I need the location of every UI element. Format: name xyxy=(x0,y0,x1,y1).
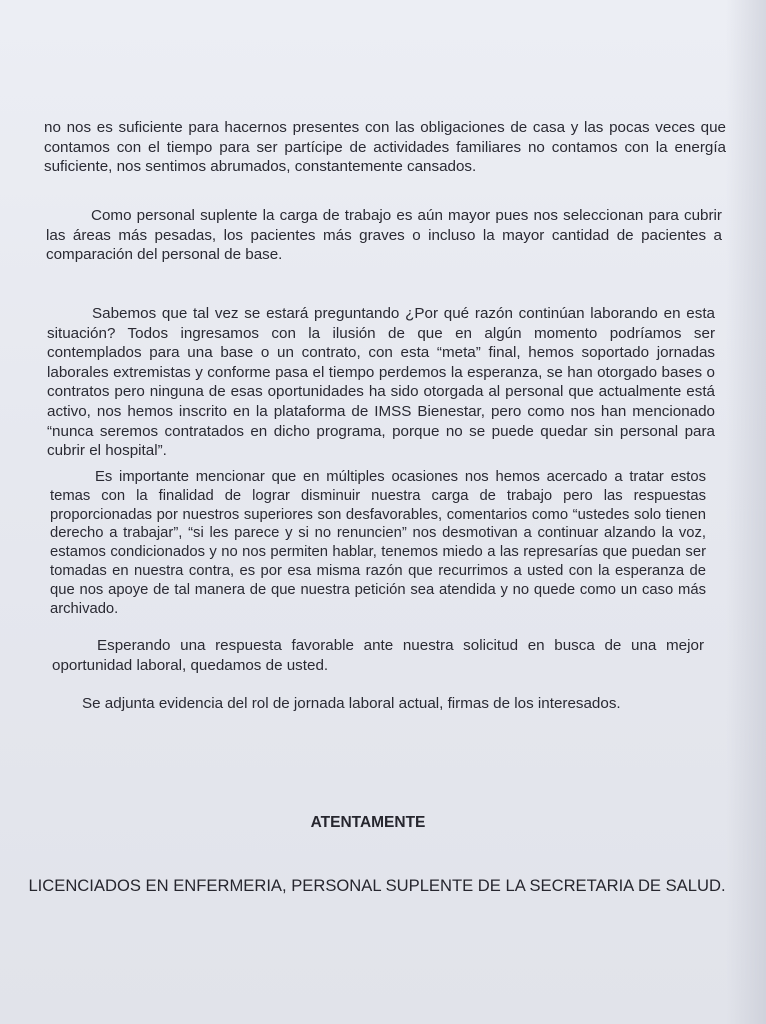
paragraph-2: Como personal suplente la carga de trabajo es aún mayor pues nos seleccionan para cubrir las áreas más pesadas, los pacientes más graves o incluso la mayor cantidad de pacientes a comparación del personal de base. xyxy=(46,207,722,264)
paragraph-5: Esperando una respuesta favorable ante nuestra solicitud en busca de una mejor oportunidad laboral, quedamos de usted. xyxy=(52,637,704,674)
paragraph-1: no nos es suficiente para hacernos presentes con las obligaciones de casa y las pocas veces que contamos con el tiempo para ser partícipe de actividades familiares no contamos con la energía suficiente, nos sentimos abrumados, constantemente cansados. xyxy=(44,119,726,176)
paragraph-4: Es importante mencionar que en múltiples ocasiones nos hemos acercado a tratar estos temas con la finalidad de lograr disminuir nuestra carga de trabajo pero las respuestas proporcionadas por nuestros superiores son desfavorables, comentarios como “ustedes solo tienen derecho a trabajar”, “si les parece y si no renuncien” nos desmotivan a continuar alzando la voz, estamos condicionados y no nos permiten hablar, tenemos miedo a las represarías que puedan ser tomadas en nuestra contra, es por esa misma razón que recurrimos a usted con la esperanza de que nos apoye de tal manera de que nuestra petición sea atendida y no quede como un caso más archivado. xyxy=(50,469,706,617)
signature-block: LICENCIADOS EN ENFERMERIA, PERSONAL SUPLENTE DE LA SECRETARIA DE SALUD. xyxy=(28,876,726,895)
paragraph-6: Se adjunta evidencia del rol de jornada laboral actual, firmas de los interesados. xyxy=(82,695,621,712)
paragraph-3: Sabemos que tal vez se estará preguntando ¿Por qué razón continúan laborando en esta situación? Todos ingresamos con la ilusión de que en algún momento podríamos ser contemplados para una base o un contrato, con esta “meta” final, hemos soportado jornadas laborales extremistas y conforme pasa el tiempo perdemos la esperanza, se han otorgado bases o contratos pero ninguna de esas oportunidades ha sido otorgada al personal que actualmente está activo, nos hemos inscrito en la plataforma de IMSS Bienestar, pero como nos han mencionado “nunca seremos contratados en dicho programa, porque no se puede quedar sin personal para cubrir el hospital”. xyxy=(47,305,715,460)
closing-salutation: ATENTAMENTE xyxy=(310,814,426,831)
page-shadow xyxy=(726,0,766,1024)
